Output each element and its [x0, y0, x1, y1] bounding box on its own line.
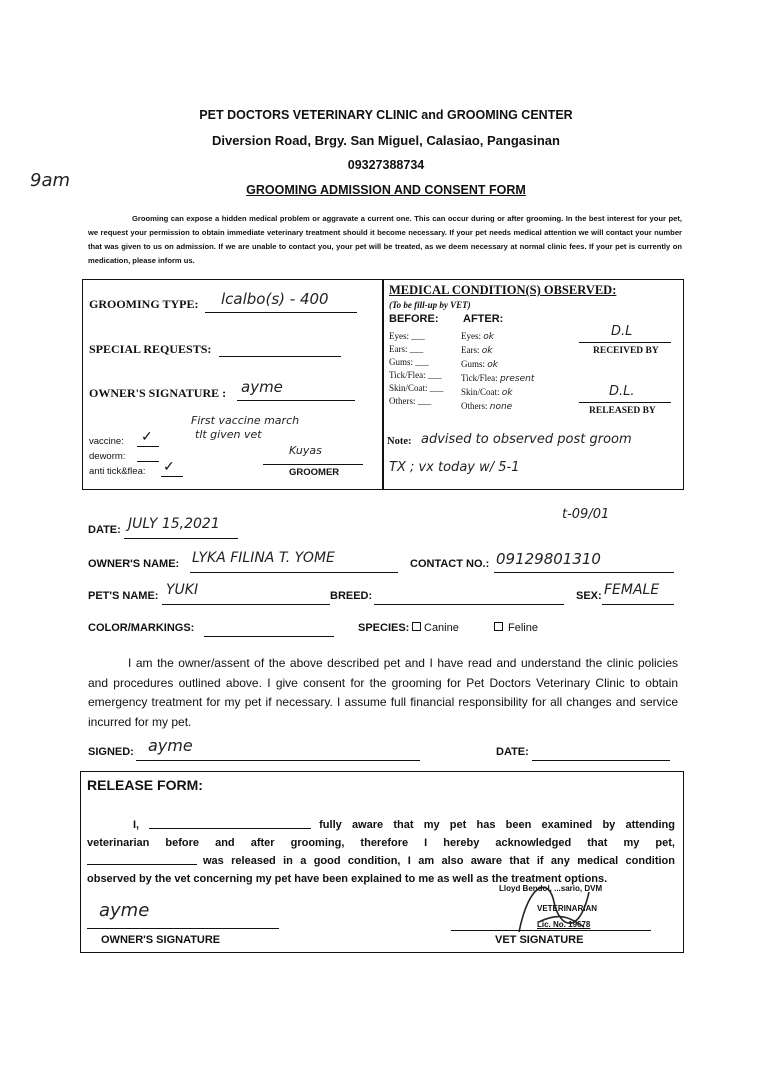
owner-signature-release-label: OWNER'S SIGNATURE [101, 934, 221, 946]
vaccine-note-1: First vaccine march [191, 414, 300, 427]
release-line-3: was released in a good condition, I am also aware that if any medical condition [87, 852, 675, 870]
after-gums: Gums: ok [461, 359, 498, 370]
after-list [461, 330, 534, 414]
note-line-1: advised to observed post groom [421, 432, 632, 447]
vet-name: Lloyd Bendol, ...sario, DVM [499, 884, 603, 893]
feline-checkbox[interactable] [494, 622, 503, 631]
special-requests-line[interactable] [219, 342, 341, 357]
clinic-address: Diversion Road, Brgy. San Miguel, Calasiao, Pangasinan [212, 133, 560, 148]
after-ears: Ears: ok [461, 345, 493, 356]
pet-name-value: YUKI [166, 582, 199, 598]
release-line-4: observed by the vet concerning my pet have been explained to me as well as the treatment options. [87, 873, 608, 885]
margin-note: 9am [30, 170, 71, 191]
medical-title: MEDICAL CONDITION(S) OBSERVED: [389, 283, 617, 297]
grooming-type-label: GROOMING TYPE: [89, 297, 199, 311]
after-tick-flea: Tick/Flea: present [461, 373, 535, 384]
vaccine-label: vaccine: [89, 436, 124, 447]
released-line[interactable] [579, 398, 671, 403]
vet-title: VETERINARIAN [537, 904, 598, 913]
vaccine-note-3: Kuyas [289, 444, 322, 457]
clinic-phone: 09327388734 [347, 158, 425, 172]
before-skin-coat: Skin/Coat: ___ [389, 383, 444, 393]
vet-signature-label: VET SIGNATURE [495, 934, 584, 946]
sex-label: SEX: [576, 590, 602, 602]
release-owner-name-line[interactable] [149, 816, 311, 829]
groomer-line[interactable] [263, 456, 363, 465]
after-label: AFTER: [463, 313, 504, 325]
owner-signature-value: ayme [241, 378, 283, 396]
deworm-label: deworm: [89, 451, 126, 462]
received-label: RECEIVED BY [593, 346, 659, 356]
before-others: Others: ___ [389, 396, 432, 406]
special-requests-label: SPECIAL REQUESTS: [89, 342, 212, 356]
deworm-line[interactable] [137, 451, 159, 462]
signed-date-label: DATE: [496, 746, 529, 758]
grooming-box [82, 279, 384, 490]
clinic-name: PET DOCTORS VETERINARY CLINIC and GROOMING CENTER [199, 108, 573, 122]
signed-value: ayme [148, 736, 193, 755]
color-line[interactable] [204, 622, 334, 637]
contact-value: 09129801310 [496, 550, 601, 568]
owner-signature-release-value: ayme [99, 900, 150, 921]
breed-line[interactable] [374, 590, 564, 605]
vet-signature-scribble-icon [509, 872, 599, 942]
before-tick-flea: Tick/Flea: ___ [389, 370, 442, 380]
owner-signature-label: OWNER'S SIGNATURE : [89, 386, 227, 400]
grooming-type-value: lcalbo(s) - 400 [221, 290, 329, 308]
received-line[interactable] [579, 338, 671, 343]
color-label: COLOR/MARKINGS: [88, 622, 195, 634]
before-label: BEFORE: [389, 313, 439, 325]
date-label: DATE: [88, 524, 121, 536]
after-others: Others: none [461, 401, 513, 412]
feline-label: Feline [508, 622, 538, 634]
canine-checkbox[interactable] [412, 622, 421, 631]
before-gums: Gums: ___ [389, 357, 429, 367]
vet-license: Lic. No. 19678 [537, 920, 591, 929]
vaccine-check-icon: ✓ [141, 428, 153, 444]
before-eyes: Eyes: ___ [389, 331, 425, 341]
groomer-label: GROOMER [289, 467, 340, 478]
sex-value: FEMALE [604, 582, 660, 598]
pet-name-label: PET'S NAME: [88, 590, 159, 602]
owner-name-label: OWNER'S NAME: [88, 558, 180, 570]
form-title: GROOMING ADMISSION AND CONSENT FORM [246, 183, 526, 197]
species-label: SPECIES: [358, 622, 410, 634]
intro-paragraph: Grooming can expose a hidden medical problem or aggravate a current one. This can occur during or after grooming. In the best interest for your pet, we request your permission to obtain immediate veterinary treatment should it become necessary. If your pet needs medical attention we will contact your number that was given to us on admission. If we are unable to contact you, your pet will be treated, as we deem necessary at normal clinic fees. If your pet is currently on medication, please inform us. [88, 214, 682, 265]
species-canine-option[interactable] [412, 622, 459, 634]
after-eyes: Eyes: ok [461, 331, 494, 342]
date-value: JULY 15,2021 [128, 516, 220, 532]
release-box [80, 771, 684, 953]
released-initials: D.L. [609, 384, 635, 399]
species-feline-option[interactable] [494, 622, 538, 634]
canine-label: Canine [424, 622, 459, 634]
owner-name-value: LYKA FILINA T. YOME [192, 550, 335, 566]
signed-label: SIGNED: [88, 746, 134, 758]
tick-flea-label: anti tick&flea: [89, 466, 146, 477]
contact-label: CONTACT NO.: [410, 558, 490, 570]
breed-label: BREED: [330, 590, 373, 602]
release-line-2: veterinarian before and after grooming, therefore I hereby acknowledged that my pet, [87, 837, 675, 849]
after-skin-coat: Skin/Coat: ok [461, 387, 513, 398]
consent-paragraph: I am the owner/assent of the above described pet and I have read and understand the clinic policies and procedures outlined above. I give consent for the grooming for Pet Doctors Veterinary Clinic to obtain emergency treatment for my pet if necessary. I assume full financial responsibility for all changes and service incurred for my pet. [88, 656, 678, 729]
medical-box [382, 279, 684, 490]
received-initials: D.L [611, 324, 633, 339]
before-list [389, 330, 443, 408]
note-line-2: TX ; vx today w/ 5-1 [389, 460, 520, 475]
release-title: RELEASE FORM: [87, 777, 203, 793]
note-label: Note: [387, 436, 412, 447]
stamp-note: t-09/01 [562, 507, 610, 522]
tick-flea-check-icon: ✓ [163, 458, 175, 474]
release-pet-name-line[interactable] [87, 852, 197, 865]
before-ears: Ears: ___ [389, 344, 424, 354]
release-line-1: I, fully aware that my pet has been examined by attending [87, 816, 675, 834]
signed-date-line[interactable] [532, 746, 670, 761]
released-label: RELEASED BY [589, 406, 656, 416]
vaccine-note-2: tlt given vet [195, 428, 262, 441]
medical-subtitle: (To be fill-up by VET) [389, 300, 471, 310]
